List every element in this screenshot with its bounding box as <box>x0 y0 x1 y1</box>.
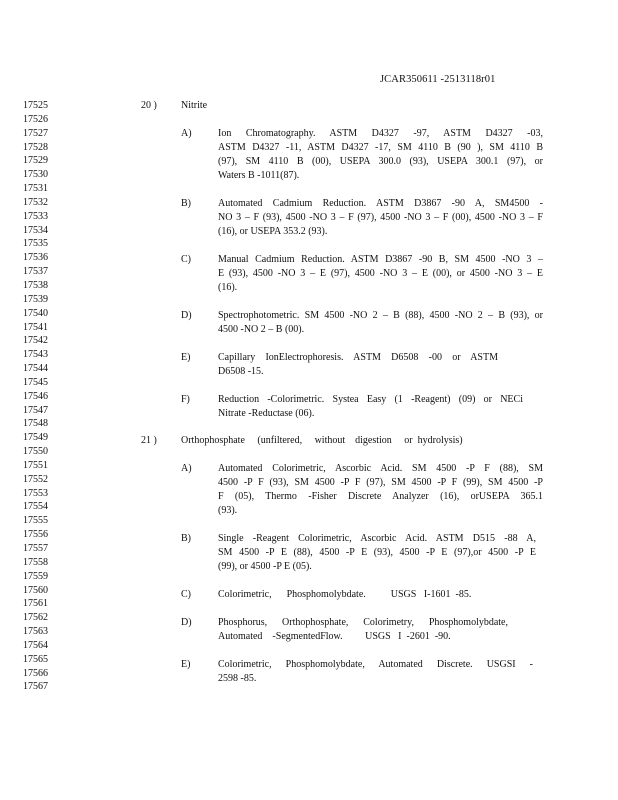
item-text <box>218 197 543 239</box>
line-number: 17549 <box>23 432 48 444</box>
text-line: SM 4500 -P E (88), 4500 -P E (93), 4500 -P E (97),or 4500 -P E <box>218 546 536 558</box>
line-number: 17530 <box>23 169 48 181</box>
section-number: 21 ) <box>141 435 157 446</box>
item-text <box>218 309 543 337</box>
item-letter: F) <box>181 394 190 405</box>
text-line: 2598 -85. <box>218 672 257 684</box>
item-letter: B) <box>181 198 191 209</box>
item-letter: D) <box>181 310 192 321</box>
line-number: 17553 <box>23 487 48 499</box>
item-text <box>218 658 533 686</box>
line-number: 17563 <box>23 626 48 638</box>
item-letter: C) <box>181 254 191 265</box>
text-line: (16). <box>218 281 238 293</box>
text-line: (93). <box>218 504 238 516</box>
line-number: 17547 <box>23 404 48 416</box>
item-text <box>218 351 498 379</box>
text-line: (97), SM 4110 B (00), USEPA 300.0 (93), USEPA 300.1 (97), or <box>218 155 543 167</box>
text-line: D6508 -15. <box>218 365 264 377</box>
line-number: 17537 <box>23 266 48 278</box>
text-line: E (93), 4500 -NO 3 – E (97), 4500 -NO 3 – E (00), or 4500 -NO 3 – E <box>218 267 543 279</box>
text-line: Single -Reagent Colorimetric, Ascorbic Acid. ASTM D515 -88 A, <box>218 533 536 544</box>
item-text <box>218 588 473 602</box>
text-line: Manual Cadmium Reduction. ASTM D3867 -90 B, SM 4500 -NO 3 – <box>218 254 543 265</box>
item-letter: E) <box>181 352 191 363</box>
line-number: 17550 <box>23 446 48 458</box>
text-line: 4500 -NO 2 – B (00). <box>218 323 305 335</box>
item-letter: C) <box>181 589 191 600</box>
line-number: 17546 <box>23 390 48 402</box>
text-line: (99), or 4500 -P E (05). <box>218 560 312 572</box>
text-line: Automated Cadmium Reduction. ASTM D3867 -90 A, SM4500 - <box>218 198 543 209</box>
line-number: 17552 <box>23 473 48 485</box>
text-line: NO 3 – F (93), 4500 -NO 3 – F (97), 4500 -NO 3 – F (00), 4500 -NO 3 – F <box>218 211 543 223</box>
line-number: 17554 <box>23 501 48 513</box>
line-number: 17539 <box>23 293 48 305</box>
section-title: Nitrite <box>181 100 208 111</box>
line-number: 17533 <box>23 210 48 222</box>
line-number: 17551 <box>23 459 48 471</box>
text-line: Reduction -Colorimetric. Systea Easy (1 -Reagent) (09) or NECi <box>218 394 523 405</box>
line-number: 17542 <box>23 335 48 347</box>
text-line: Capillary IonElectrophoresis. ASTM D6508 -00 or ASTM <box>218 352 498 363</box>
text-line: Waters B -1011(87). <box>218 169 300 181</box>
item-letter: A) <box>181 128 192 139</box>
section-title: Orthophosphate (unfiltered, without digestion or hydrolysis) <box>181 435 463 446</box>
line-number: 17544 <box>23 363 48 375</box>
line-number: 17541 <box>23 321 48 333</box>
text-line: Colorimetric, Phosphomolybdate, Automated Discrete. USGSI - <box>218 659 533 670</box>
line-number: 17526 <box>23 113 48 125</box>
line-number: 17565 <box>23 653 48 665</box>
line-number: 17564 <box>23 639 48 651</box>
item-letter: E) <box>181 659 191 670</box>
text-line: 4500 -P F (93), SM 4500 -P F (97), SM 4500 -P F (99), SM 4500 -P <box>218 476 543 488</box>
line-number: 17567 <box>23 681 48 693</box>
line-number: 17529 <box>23 155 48 167</box>
line-number: 17525 <box>23 100 48 111</box>
line-number: 17560 <box>23 584 48 596</box>
line-number: 17566 <box>23 667 48 679</box>
line-number: 17558 <box>23 556 48 568</box>
text-line: Ion Chromatography. ASTM D4327 -97, ASTM D4327 -03, <box>218 128 543 139</box>
item-text <box>218 253 543 295</box>
line-number: 17557 <box>23 543 48 554</box>
line-number: 17545 <box>23 376 48 388</box>
item-letter: D) <box>181 617 192 628</box>
line-number: 17527 <box>23 127 48 139</box>
line-number: 17528 <box>23 141 48 153</box>
line-number: 17538 <box>23 279 48 291</box>
document-id: JCAR350611 -2513118r01 <box>380 74 496 85</box>
text-line: ASTM D4327 -11, ASTM D4327 -17, SM 4110 B (90 ), SM 4110 B <box>218 141 543 153</box>
item-text <box>218 616 508 644</box>
text-line: Automated -SegmentedFlow. USGS I -2601 -90. <box>218 630 451 642</box>
item-text <box>218 462 543 517</box>
line-number: 17562 <box>23 612 48 624</box>
line-number: 17561 <box>23 598 48 610</box>
text-line: Phosphorus, Orthophosphate, Colorimetry, Phosphomolybdate, <box>218 617 508 628</box>
line-number: 17556 <box>23 529 48 541</box>
line-number: 17548 <box>23 418 48 430</box>
line-number: 17555 <box>23 515 48 527</box>
section-number: 20 ) <box>141 100 157 111</box>
text-line: Colorimetric, Phosphomolybdate. USGS I-1601 -85. <box>218 589 472 600</box>
line-number: 17532 <box>23 196 48 208</box>
item-letter: B) <box>181 533 191 544</box>
text-line: Spectrophotometric. SM 4500 -NO 2 – B (88), 4500 -NO 2 – B (93), or <box>218 310 543 321</box>
item-text <box>218 393 523 421</box>
text-line: (16), or USEPA 353.2 (93). <box>218 225 328 237</box>
item-text <box>218 127 543 182</box>
line-number: 17534 <box>23 224 48 236</box>
line-number: 17535 <box>23 238 48 250</box>
line-number: 17559 <box>23 570 48 582</box>
line-number: 17536 <box>23 252 48 264</box>
item-letter: A) <box>181 463 192 474</box>
line-number: 17540 <box>23 307 48 319</box>
line-number: 17543 <box>23 349 48 361</box>
text-line: F (05), Thermo -Fisher Discrete Analyzer (16), orUSEPA 365.1 <box>218 490 543 502</box>
item-text <box>218 532 536 574</box>
line-number: 17531 <box>23 183 48 195</box>
text-line: Automated Colorimetric, Ascorbic Acid. SM 4500 -P F (88), SM <box>218 463 543 474</box>
text-line: Nitrate -Reductase (06). <box>218 407 315 419</box>
